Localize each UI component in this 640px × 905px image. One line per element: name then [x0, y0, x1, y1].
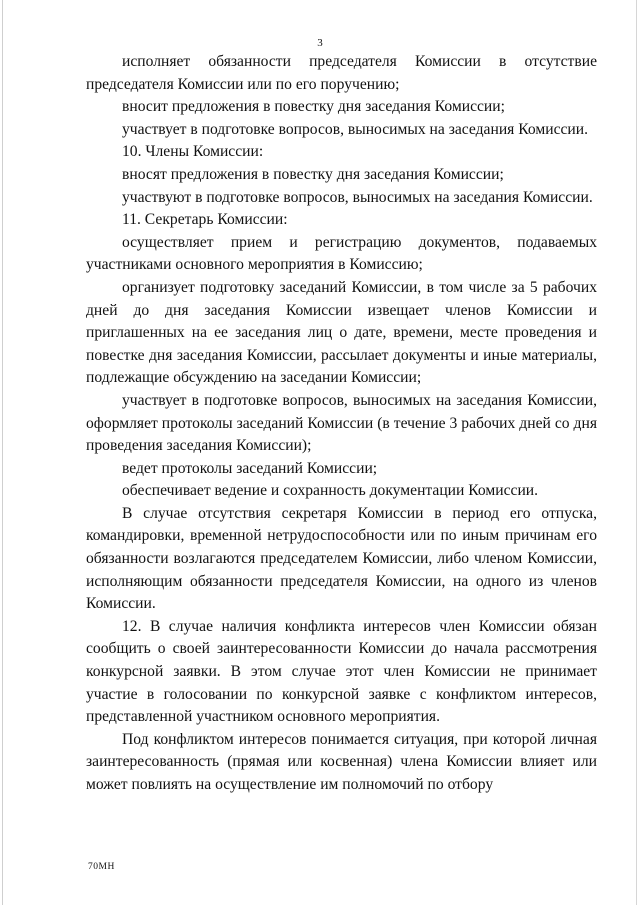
- paragraph: обеспечивает ведение и сохранность документации Комиссии.: [122, 482, 539, 500]
- section-12-paragraph: 12. В случае наличия конфликта интересов член Комиссии обязан сообщить о своей заинтересованности Комиссии до начала рассмотрения конкурсной заявки. В этом случае этот член Комиссии не принимает участие в голосовании по конкурсной заявке с конфликтом интересов, представленной участником основного мероприятия.: [86, 617, 597, 726]
- paragraph: вносит предложения в повестку дня заседания Комиссии;: [122, 98, 505, 116]
- section-heading-11: 11. Секретарь Комиссии:: [122, 211, 288, 229]
- document-body: [86, 51, 597, 797]
- paragraph: осуществляет прием и регистрацию документов, подаваемых участниками основного мероприятия в Комиссию;: [86, 233, 597, 274]
- paragraph: участвует в подготовке вопросов, выносимых на заседания Комиссии.: [122, 120, 589, 138]
- paragraph: ведет протоколы заседаний Комиссии;: [122, 459, 378, 477]
- page-number: 3: [317, 37, 323, 49]
- paragraph: исполняет обязанности председателя Комиссии в отсутствие председателя Комиссии или по его поручению;: [86, 53, 597, 93]
- paragraph: В случае отсутствия секретаря Комиссии в период его отпуска, командировки, временной нетрудоспособности или по иным причинам его обязанности возлагаются председателем Комиссии, либо членом Комиссии, исполняющим обязанности председателя Комиссии, на одного из членов Комиссии.: [86, 504, 597, 613]
- paragraph: организует подготовку заседаний Комиссии, в том числе за 5 рабочих дней до дня заседания Комиссии извещает членов Комиссии и приглашенных на ее заседания лиц о дате, времени, месте проведения и повестке дня заседания Комиссии, рассылает документы и иные материалы, подлежащие обсуждению на заседании Комиссии;: [86, 278, 597, 387]
- section-heading-10: 10. Члены Комиссии:: [122, 143, 264, 161]
- paragraph: участвует в подготовке вопросов, выносимых на заседания Комиссии, оформляет протоколы заседаний Комиссии (в течение 3 рабочих дней со дня проведения заседания Комиссии);: [86, 391, 597, 455]
- footer-document-code: 70МН: [88, 862, 115, 872]
- scan-edge-left: [2, 0, 3, 905]
- paragraph: вносят предложения в повестку дня заседания Комиссии;: [122, 165, 504, 183]
- paragraph: участвуют в подготовке вопросов, выносимых на заседания Комиссии.: [122, 188, 593, 206]
- paragraph: Под конфликтом интересов понимается ситуация, при которой личная заинтересованность (прямая или косвенная) члена Комиссии влияет или может повлиять на осуществление им полномочий по отбору: [86, 730, 597, 793]
- scan-edge-right: [636, 0, 637, 905]
